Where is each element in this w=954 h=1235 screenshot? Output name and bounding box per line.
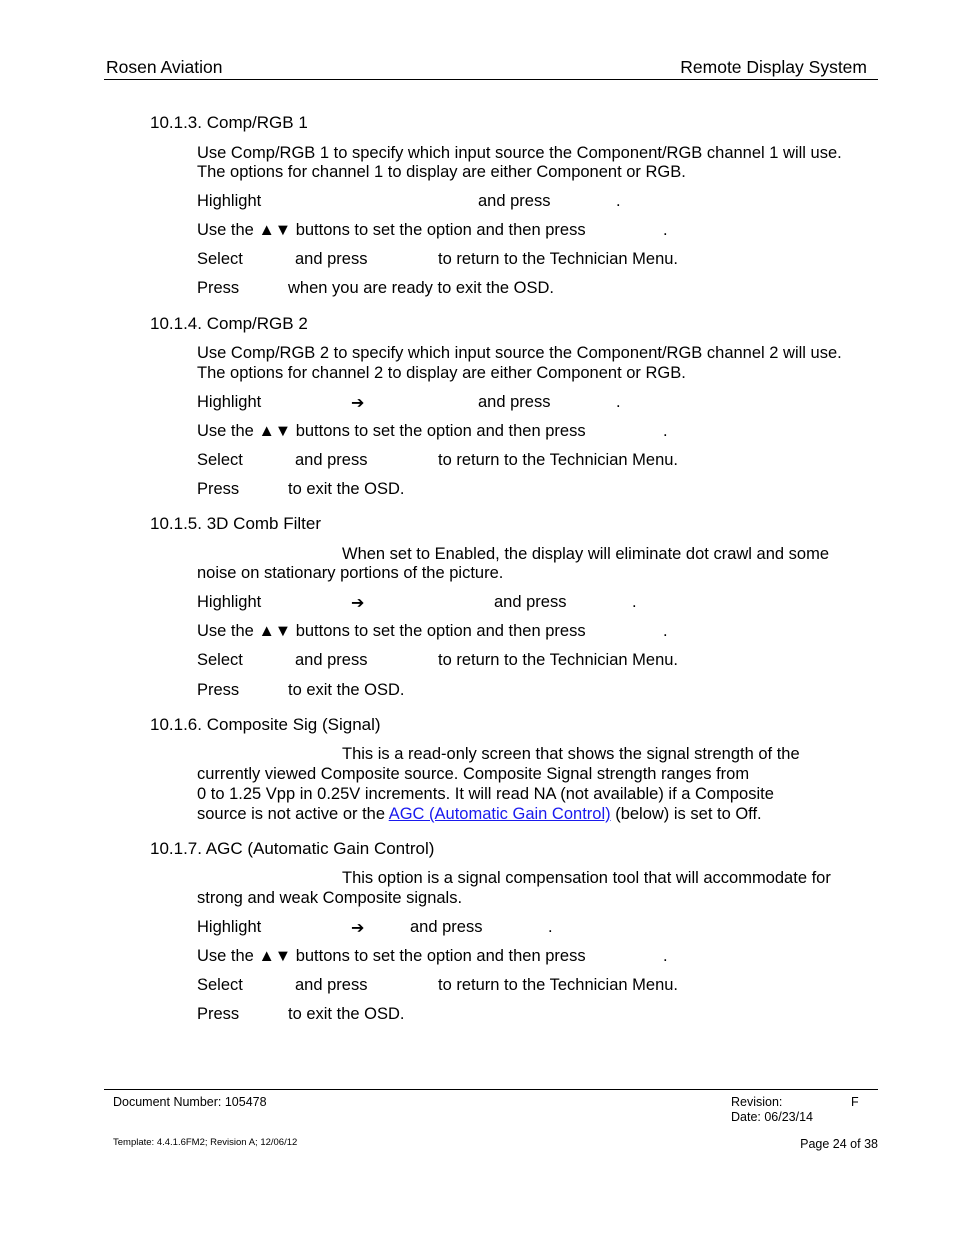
intro-text: source is not active or the (197, 805, 386, 823)
step-period: . (663, 622, 668, 640)
step-return-text: to return to the Technician Menu. (438, 651, 679, 669)
step-press-label: Press (197, 681, 240, 699)
step-period: . (663, 947, 668, 965)
step-period: . (616, 393, 621, 411)
step-use-buttons: Use the ▲▼ buttons to set the option and then press (197, 221, 586, 239)
step-return-text: to return to the Technician Menu. (438, 976, 679, 994)
header-rule (104, 79, 878, 80)
arrow-right-icon: ➔ (351, 920, 365, 937)
intro-line: This is a read-only screen that shows the signal strength of the (342, 745, 800, 763)
section-heading-10-1-5: 10.1.5. 3D Comb Filter (150, 514, 322, 533)
revision-value: F (851, 1095, 859, 1109)
step-and-press: and press (478, 192, 551, 210)
step-use-buttons: Use the ▲▼ buttons to set the option and then press (197, 622, 586, 640)
footer-rule (104, 1089, 878, 1090)
step-period: . (548, 918, 553, 936)
intro-line: Use Comp/RGB 1 to specify which input source the Component/RGB channel 1 will use. (197, 144, 842, 162)
intro-line: The options for channel 2 to display are either Component or RGB. (197, 364, 686, 382)
step-exit-text: to exit the OSD. (288, 681, 405, 699)
step-period: . (663, 221, 668, 239)
intro-text: (below) is set to Off. (615, 805, 762, 823)
intro-line: currently viewed Composite source. Composite Signal strength ranges from (197, 765, 750, 783)
step-period: . (663, 422, 668, 440)
step-and-press: and press (295, 976, 368, 994)
arrow-right-icon: ➔ (351, 395, 365, 412)
step-select-label: Select (197, 250, 243, 268)
step-press-label: Press (197, 279, 240, 297)
step-period: . (632, 593, 637, 611)
step-select-label: Select (197, 976, 243, 994)
header-product: Remote Display System (680, 57, 867, 77)
intro-line: When set to Enabled, the display will eliminate dot crawl and some (342, 545, 829, 563)
page-number: Page 24 of 38 (800, 1137, 878, 1151)
section-heading-10-1-6: 10.1.6. Composite Sig (Signal) (150, 715, 381, 734)
template-info: Template: 4.4.1.6FM2; Revision A; 12/06/12 (113, 1137, 298, 1148)
step-highlight-label: Highlight (197, 192, 262, 210)
intro-line: This option is a signal compensation tool that will accommodate for (342, 869, 831, 887)
step-highlight-label: Highlight (197, 593, 262, 611)
step-select-label: Select (197, 451, 243, 469)
step-and-press: and press (494, 593, 567, 611)
step-highlight-label: Highlight (197, 918, 262, 936)
step-use-buttons: Use the ▲▼ buttons to set the option and then press (197, 422, 586, 440)
step-select-label: Select (197, 651, 243, 669)
step-press-label: Press (197, 1005, 240, 1023)
agc-crossref-link[interactable]: AGC (Automatic Gain Control) (388, 805, 611, 823)
intro-line: strong and weak Composite signals. (197, 889, 463, 907)
intro-line: noise on stationary portions of the picture. (197, 564, 504, 582)
step-exit-text: to exit the OSD. (288, 1005, 405, 1023)
section-heading-10-1-7: 10.1.7. AGC (Automatic Gain Control) (150, 839, 435, 858)
document-number: Document Number: 105478 (113, 1095, 267, 1109)
step-and-press: and press (295, 250, 368, 268)
document-date: Date: 06/23/14 (731, 1110, 814, 1124)
step-use-buttons: Use the ▲▼ buttons to set the option and then press (197, 947, 586, 965)
section-heading-10-1-3: 10.1.3. Comp/RGB 1 (150, 113, 308, 132)
step-press-label: Press (197, 480, 240, 498)
step-and-press: and press (478, 393, 551, 411)
step-and-press: and press (295, 451, 368, 469)
step-and-press: and press (295, 651, 368, 669)
step-period: . (616, 192, 621, 210)
arrow-right-icon: ➔ (351, 595, 365, 612)
step-return-text: to return to the Technician Menu. (438, 451, 679, 469)
step-return-text: to return to the Technician Menu. (438, 250, 679, 268)
intro-line: 0 to 1.25 Vpp in 0.25V increments. It will read NA (not available) if a Composite (197, 785, 774, 803)
intro-line: Use Comp/RGB 2 to specify which input source the Component/RGB channel 2 will use. (197, 344, 842, 362)
step-exit-text: to exit the OSD. (288, 480, 405, 498)
step-highlight-label: Highlight (197, 393, 262, 411)
step-and-press: and press (410, 918, 483, 936)
header-company: Rosen Aviation (106, 57, 223, 77)
intro-line: The options for channel 1 to display are either Component or RGB. (197, 163, 686, 181)
step-exit-text: when you are ready to exit the OSD. (288, 279, 554, 297)
section-heading-10-1-4: 10.1.4. Comp/RGB 2 (150, 314, 308, 333)
revision-label: Revision: (731, 1095, 783, 1109)
intro-line-with-link (197, 805, 762, 824)
